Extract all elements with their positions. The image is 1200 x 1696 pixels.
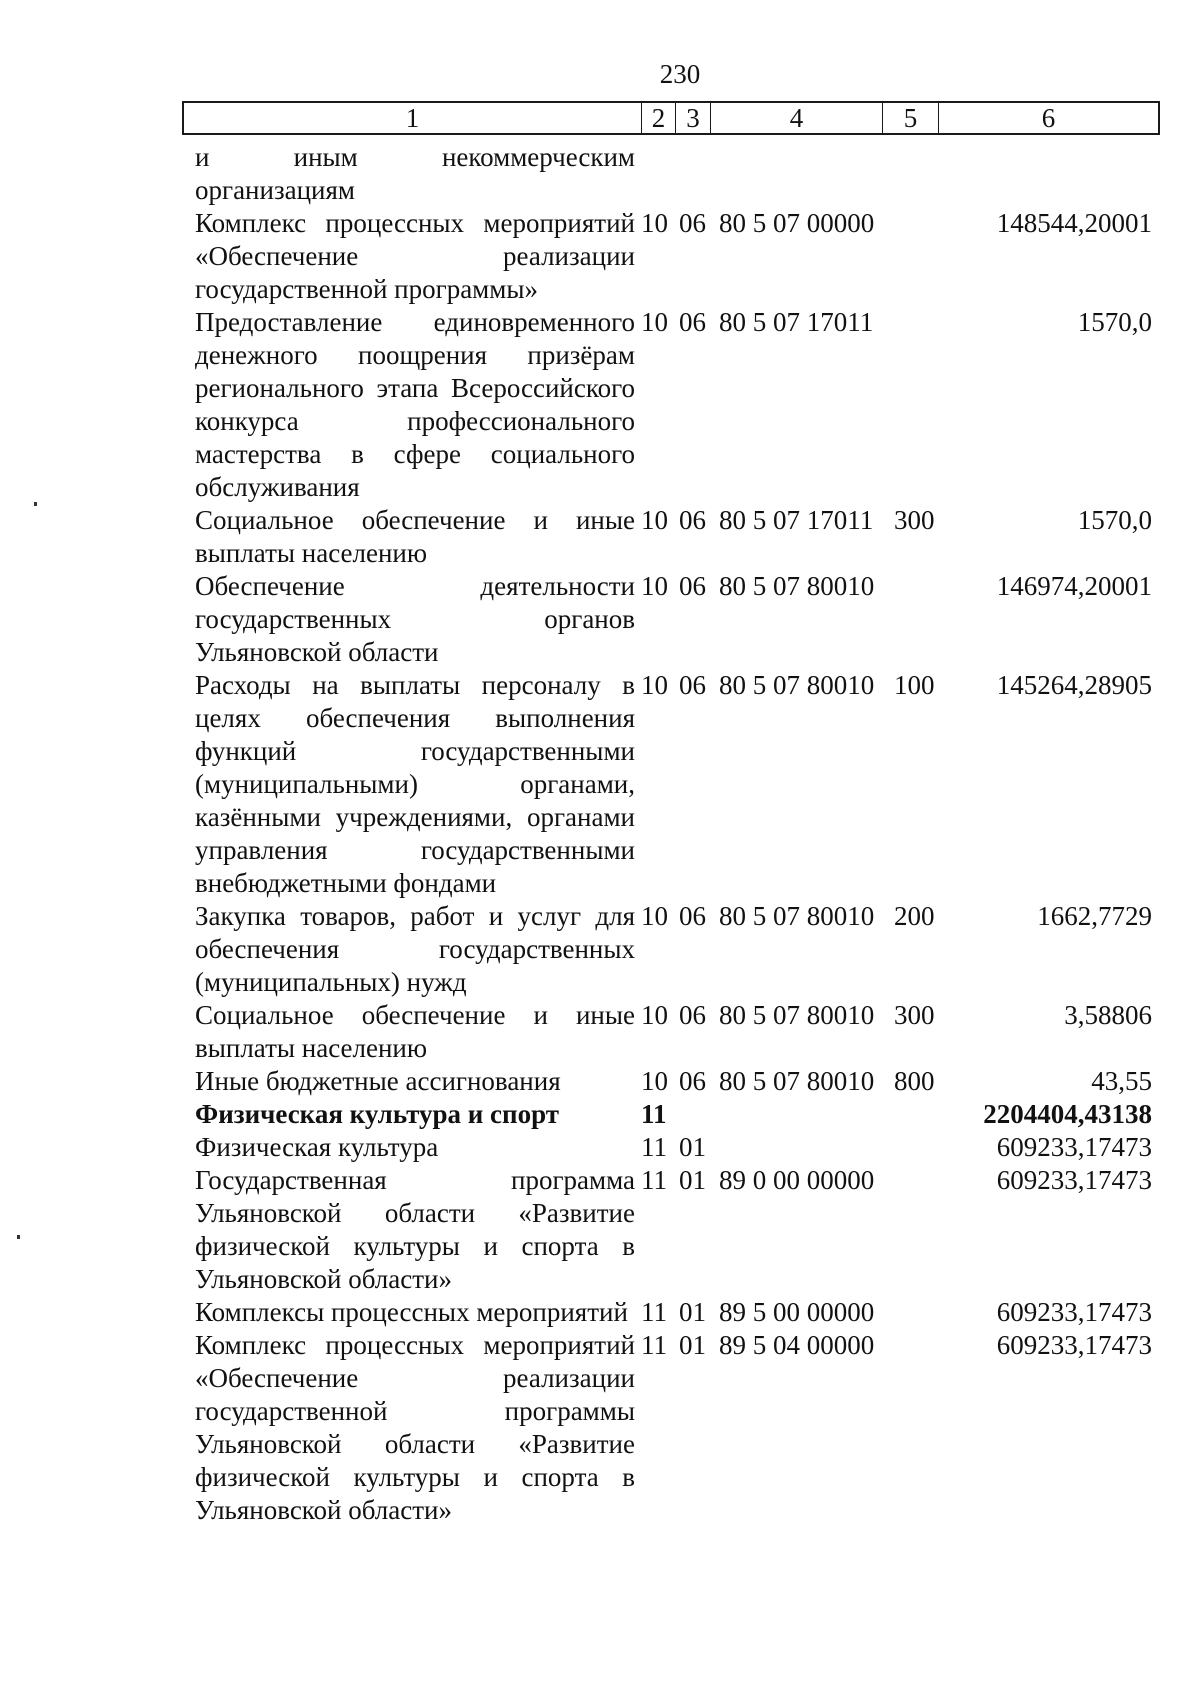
subsection-code-cell bbox=[679, 1098, 719, 1131]
row-name-cell: Предоставление единовременного денежного поощрения призёрам регионального этапа Всероссийского конкурса профессионального мастерства в сфере социального обслуживания bbox=[195, 307, 635, 502]
subsection-code-cell: 01 bbox=[679, 1297, 706, 1327]
section-code-cell: 10 bbox=[641, 1066, 668, 1096]
header-cell: 3 bbox=[676, 103, 711, 133]
amount-cell: 609233,17473 bbox=[996, 1330, 1152, 1360]
target-article-cell: 80 5 07 80010 bbox=[719, 901, 875, 931]
expense-type-cell bbox=[894, 141, 957, 207]
budget-table bbox=[195, 141, 1165, 1527]
header-cell: 6 bbox=[1041, 103, 1056, 133]
section-code-cell: 11 bbox=[641, 1132, 667, 1162]
target-article-cell: 89 5 00 00000 bbox=[719, 1297, 875, 1327]
table-row bbox=[195, 1296, 1165, 1329]
amount-cell: 146974,20001 bbox=[996, 571, 1152, 601]
section-code-cell: 10 bbox=[641, 505, 668, 535]
table-header bbox=[182, 101, 1160, 135]
row-name-cell: Расходы на выплаты персоналу в целях обеспечения выполнения функций государственными (муниципальными) органами, казёнными учреждениями, органами управления государственными внебюджетными фондами bbox=[195, 670, 635, 898]
row-name-cell: Комплекс процессных мероприятий «Обеспечение реализации государственной программы» bbox=[195, 208, 635, 304]
section-code-cell: 11 bbox=[641, 1099, 667, 1129]
table-row bbox=[195, 207, 1165, 306]
header-cell: 2 bbox=[642, 103, 676, 133]
subsection-code-cell: 06 bbox=[679, 505, 706, 535]
target-article-cell bbox=[719, 141, 894, 207]
row-name-cell: Социальное обеспечение и иные выплаты населению bbox=[195, 505, 635, 568]
expense-type-cell bbox=[894, 1131, 957, 1164]
target-article-cell: 80 5 07 80010 bbox=[719, 571, 875, 601]
table-row bbox=[195, 1098, 1165, 1131]
table-row bbox=[195, 504, 1165, 570]
subsection-code-cell: 01 bbox=[679, 1132, 706, 1162]
target-article-cell: 80 5 07 80010 bbox=[719, 1066, 875, 1096]
row-name-cell: Комплексы процессных мероприятий bbox=[195, 1297, 628, 1327]
table-row bbox=[195, 669, 1165, 900]
header-cell: 1 bbox=[184, 103, 642, 133]
section-code-cell: 11 bbox=[641, 1330, 667, 1360]
target-article-cell: 80 5 07 80010 bbox=[719, 1000, 875, 1030]
expense-type-cell bbox=[894, 1296, 957, 1329]
amount-cell: 609233,17473 bbox=[996, 1297, 1152, 1327]
target-article-cell: 89 0 00 00000 bbox=[719, 1165, 875, 1195]
expense-type-cell: 800 bbox=[894, 1066, 935, 1096]
expense-type-cell bbox=[894, 570, 957, 669]
amount-cell: 2204404,43138 bbox=[983, 1099, 1152, 1129]
expense-type-cell: 300 bbox=[894, 1000, 935, 1030]
table-row bbox=[195, 1131, 1165, 1164]
target-article-cell: 80 5 07 00000 bbox=[719, 208, 875, 238]
amount-cell: 609233,17473 bbox=[996, 1132, 1152, 1162]
subsection-code-cell: 01 bbox=[679, 1330, 706, 1360]
expense-type-cell bbox=[894, 306, 957, 504]
expense-type-cell: 100 bbox=[894, 670, 935, 700]
row-name-cell: и иным некоммерческим организациям bbox=[195, 142, 635, 205]
table-row bbox=[195, 1065, 1165, 1098]
table-row bbox=[195, 570, 1165, 669]
amount-cell: 1662,7729 bbox=[1037, 901, 1152, 931]
amount-cell: 148544,20001 bbox=[996, 208, 1152, 238]
target-article-cell: 80 5 07 17011 bbox=[719, 307, 874, 337]
amount-cell bbox=[957, 141, 1152, 207]
subsection-code-cell: 06 bbox=[679, 1066, 706, 1096]
expense-type-cell bbox=[894, 1098, 957, 1131]
target-article-cell: 89 5 04 00000 bbox=[719, 1330, 875, 1360]
row-name-cell: Комплекс процессных мероприятий «Обеспечение реализации государственной программы Ульяновской области «Развитие физической культуры и спорта в Ульяновской области» bbox=[195, 1330, 635, 1525]
header-cell: 4 bbox=[711, 103, 883, 133]
target-article-cell bbox=[719, 1131, 894, 1164]
amount-cell: 145264,28905 bbox=[996, 670, 1152, 700]
amount-cell: 1570,0 bbox=[1077, 505, 1152, 535]
expense-type-cell: 200 bbox=[894, 901, 935, 931]
scan-speck bbox=[17, 1235, 20, 1239]
subsection-code-cell: 06 bbox=[679, 208, 706, 238]
subsection-code-cell: 01 bbox=[679, 1165, 706, 1195]
subsection-code-cell: 06 bbox=[679, 307, 706, 337]
section-code-cell: 11 bbox=[641, 1297, 667, 1327]
subsection-code-cell: 06 bbox=[679, 1000, 706, 1030]
subsection-code-cell bbox=[679, 141, 719, 207]
amount-cell: 609233,17473 bbox=[996, 1165, 1152, 1195]
table-row bbox=[195, 1329, 1165, 1527]
table-row bbox=[195, 999, 1165, 1065]
section-code-cell: 10 bbox=[641, 1000, 668, 1030]
section-code-cell: 10 bbox=[641, 307, 668, 337]
table-row bbox=[195, 306, 1165, 504]
target-article-cell: 80 5 07 80010 bbox=[719, 670, 875, 700]
subsection-code-cell: 06 bbox=[679, 670, 706, 700]
row-name-cell: Обеспечение деятельности государственных органов Ульяновской области bbox=[195, 571, 635, 667]
scan-speck bbox=[34, 502, 37, 506]
row-name-cell: Физическая культура bbox=[195, 1132, 439, 1162]
row-name-cell: Закупка товаров, работ и услуг для обеспечения государственных (муниципальных) нужд bbox=[195, 901, 635, 997]
expense-type-cell bbox=[894, 1329, 957, 1527]
expense-type-cell bbox=[894, 1164, 957, 1296]
target-article-cell bbox=[719, 1098, 894, 1131]
page-number: 230 bbox=[659, 59, 701, 89]
row-name-cell: Физическая культура и спорт bbox=[195, 1099, 560, 1129]
section-code-cell: 10 bbox=[641, 208, 668, 238]
section-code-cell bbox=[635, 141, 679, 207]
amount-cell: 43,55 bbox=[1091, 1066, 1152, 1096]
table-row bbox=[195, 141, 1165, 207]
subsection-code-cell: 06 bbox=[679, 901, 706, 931]
table-row bbox=[195, 900, 1165, 999]
row-name-cell: Государственная программа Ульяновской области «Развитие физической культуры и спорта в Ульяновской области» bbox=[195, 1165, 635, 1294]
expense-type-cell: 300 bbox=[894, 505, 935, 535]
header-cell: 5 bbox=[883, 103, 939, 133]
subsection-code-cell: 06 bbox=[679, 571, 706, 601]
section-code-cell: 10 bbox=[641, 571, 668, 601]
row-name-cell: Иные бюджетные ассигнования bbox=[195, 1066, 561, 1096]
section-code-cell: 10 bbox=[641, 901, 668, 931]
target-article-cell: 80 5 07 17011 bbox=[719, 505, 874, 535]
section-code-cell: 10 bbox=[641, 670, 668, 700]
amount-cell: 3,58806 bbox=[1064, 1000, 1152, 1030]
expense-type-cell bbox=[894, 207, 957, 306]
table-row bbox=[195, 1164, 1165, 1296]
section-code-cell: 11 bbox=[641, 1165, 667, 1195]
row-name-cell: Социальное обеспечение и иные выплаты населению bbox=[195, 1000, 635, 1063]
amount-cell: 1570,0 bbox=[1077, 307, 1152, 337]
